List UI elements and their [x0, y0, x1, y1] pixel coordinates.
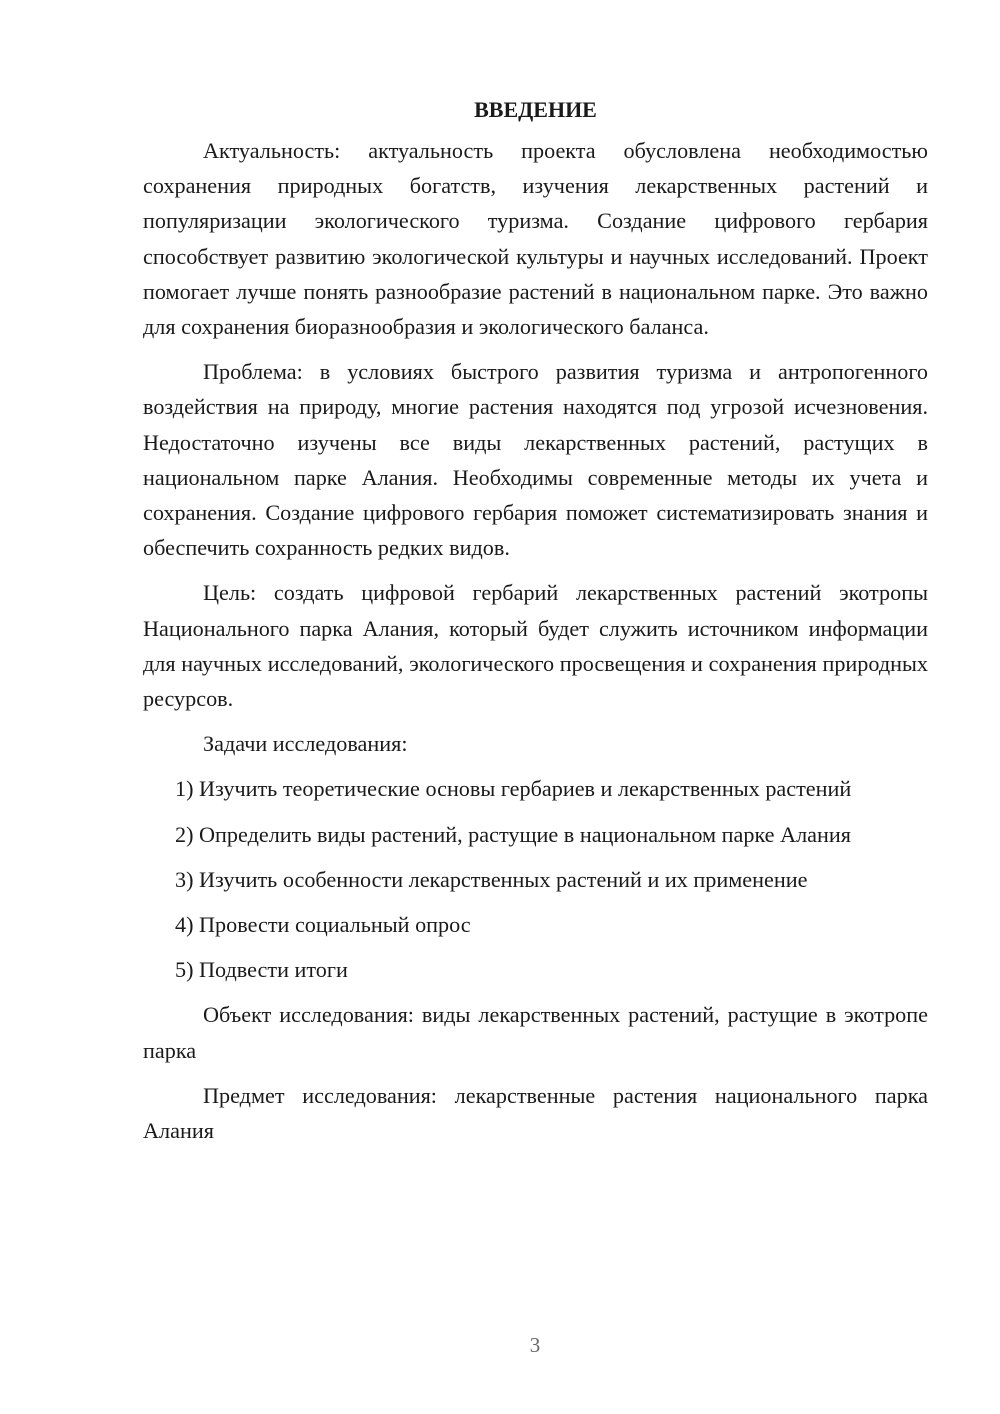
task-item: 3) Изучить особенности лекарственных растений и их применение [175, 866, 808, 892]
subject-paragraph: Предмет исследования: лекарственные растения национального парка Алания [143, 1082, 928, 1144]
task-item: 4) Провести социальный опрос [175, 912, 471, 938]
task-item: 2) Определить виды растений, растущие в национальном парке Алания [175, 821, 851, 847]
page-number: 3 [529, 1333, 541, 1357]
task-list [143, 771, 928, 987]
relevance-paragraph: Актуальность: актуальность проекта обусловлена необходимостью сохранения природных богатств, изучения лекарственных растений и популяризации экологического туризма. Создание цифрового гербария способствует развитию экологической культуры и научных исследований. Проект помогает лучше понять разнообразие растений в национальном парке. Это важно для сохранения биоразнообразия и экологического баланса. [143, 138, 928, 340]
tasks-label: Задачи исследования: [203, 731, 408, 757]
document-page [143, 92, 928, 1158]
task-item: 5) Подвести итоги [175, 957, 348, 983]
page-title: ВВЕДЕНИЕ [474, 97, 597, 122]
goal-paragraph: Цель: создать цифровой гербарий лекарственных растений экотропы Национального парка Алания, который будет служить источником информации для научных исследований, экологического просвещения и сохранения природных ресурсов. [143, 580, 928, 712]
task-item: 1) Изучить теоретические основы гербариев и лекарственных растений [175, 776, 852, 802]
problem-paragraph: Проблема: в условиях быстрого развития туризма и антропогенного воздействия на природу, многие растения находятся под угрозой исчезновения. Недостаточно изучены все виды лекарственных растений, растущих в национальном парке Алания. Необходимы современные методы их учета и сохранения. Создание цифрового гербария поможет систематизировать знания и обеспечить сохранность редких видов. [143, 359, 928, 561]
object-paragraph: Объект исследования: виды лекарственных растений, растущие в экотропе парка [143, 1002, 928, 1063]
